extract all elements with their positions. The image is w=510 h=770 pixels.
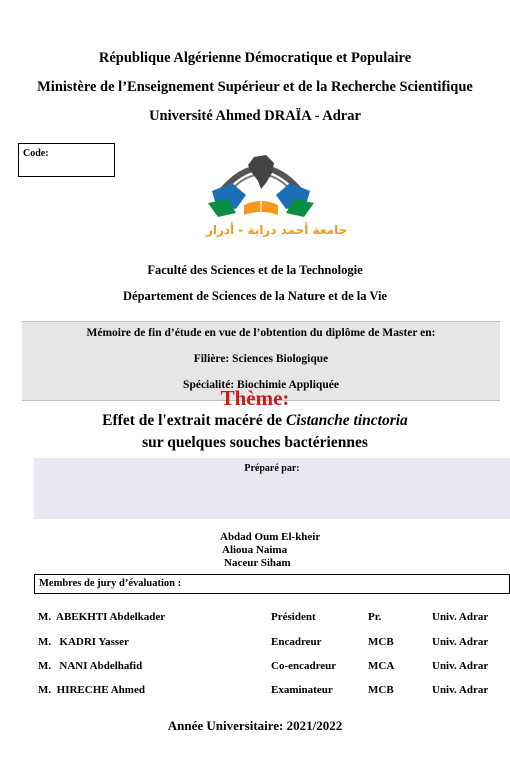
jury-member-role: Co-encadreur [271, 660, 337, 672]
jury-member-univ: Univ. Adrar [432, 684, 489, 696]
jury-member-grade: MCA [368, 660, 395, 672]
memoire-purpose: Mémoire de fin d’étude en vue de l’obtention du diplôme de Master en: [86, 327, 436, 339]
prepared-box [34, 458, 510, 519]
jury-title-box [34, 574, 510, 594]
faculty-name: Faculté des Sciences et de la Technologie [147, 263, 363, 277]
student-name: Naceur Siham [224, 557, 291, 569]
header-republic: République Algérienne Démocratique et Populaire [98, 50, 412, 66]
student-name: Abdad Oum El-kheir [220, 531, 321, 543]
theme-title-line1 [0, 412, 510, 430]
theme-title-prefix: Effet de l'extrait macéré de [102, 412, 286, 429]
jury-member-grade: MCB [368, 684, 394, 696]
theme-label: Thème: [220, 386, 290, 410]
jury-member-role: Examinateur [271, 684, 333, 696]
memoire-filiere: Filière: Sciences Biologique [193, 353, 329, 365]
jury-member-univ: Univ. Adrar [432, 611, 489, 623]
logo-caption: جامعة أحمد دراية - أدرار [206, 223, 348, 237]
academic-year: Année Universitaire: 2021/2022 [167, 718, 343, 733]
jury-member-name: M. NANI Abdelhafid [38, 660, 143, 672]
header-ministry: Ministère de l’Enseignement Supérieur et de la Recherche Scientifique [37, 79, 473, 95]
jury-member-univ: Univ. Adrar [432, 636, 489, 648]
code-label: Code: [23, 148, 49, 159]
university-logo [206, 143, 348, 243]
header-university: Université Ahmed DRAÏA - Adrar [149, 108, 361, 124]
memoire-specialite: Spécialité: Biochimie Appliquée [183, 379, 339, 391]
jury-member-role: Encadreur [271, 636, 322, 648]
code-box [18, 143, 115, 177]
theme-title-species: Cistanche tinctoria [285, 412, 408, 429]
jury-member-univ: Univ. Adrar [432, 660, 489, 672]
jury-member-role: Président [271, 611, 316, 623]
jury-member-grade: Pr. [368, 611, 382, 623]
theme-title-line2: sur quelques souches bactériennes [142, 434, 368, 451]
jury-member-name: M. ABEKHTI Abdelkader [38, 611, 166, 623]
prepared-label: Préparé par: [244, 463, 300, 474]
jury-member-grade: MCB [368, 636, 394, 648]
department-name: Département de Sciences de la Nature et de la Vie [123, 289, 387, 303]
student-name: Alioua Naima [222, 544, 288, 556]
jury-member-name: M. KADRI Yasser [38, 636, 129, 648]
jury-member-name: M. HIRECHE Ahmed [38, 684, 145, 696]
jury-title: Membres de jury d’évaluation : [39, 578, 182, 589]
